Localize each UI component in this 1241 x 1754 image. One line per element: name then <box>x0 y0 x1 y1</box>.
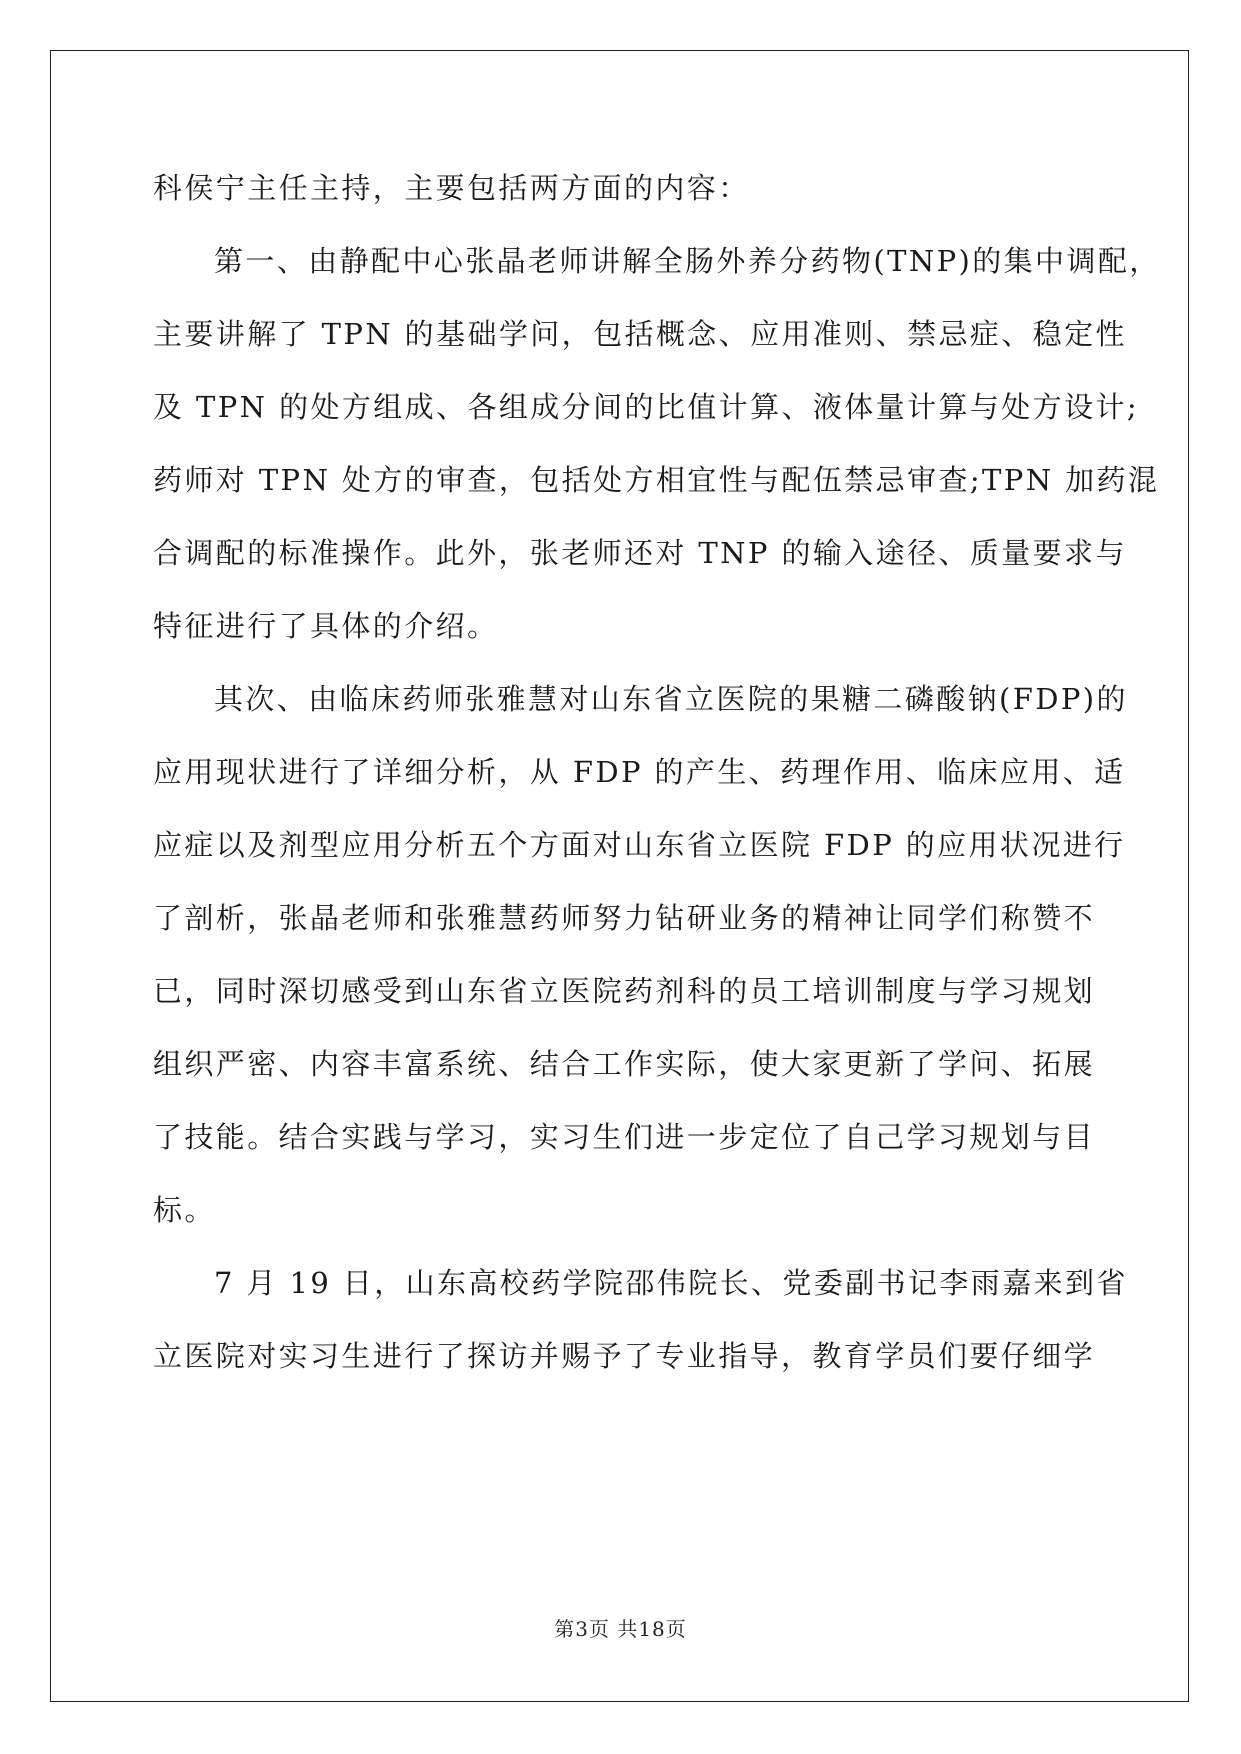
text-line: 组织严密、内容丰富系统、结合工作实际，使大家更新了学问、拓展 <box>153 1047 1096 1081</box>
text-line: 及 TPN 的处方组成、各组成分间的比值计算、液体量计算与处方设计; <box>153 390 1140 424</box>
text-line: 了剖析，张晶老师和张雅慧药师努力钻研业务的精神让同学们称赞不 <box>153 901 1096 935</box>
text-line: 标。 <box>153 1193 216 1227</box>
text-line: 已，同时深切感受到山东省立医院药剂科的员工培训制度与学习规划 <box>153 974 1096 1008</box>
text-line: 应症以及剂型应用分析五个方面对山东省立医院 FDP 的应用状况进行 <box>153 828 1126 862</box>
text-line: 应用现状进行了详细分析，从 FDP 的产生、药理作用、临床应用、适 <box>153 755 1126 789</box>
text-line: 其次、由临床药师张雅慧对山东省立医院的果糖二磷酸钠(FDP)的 <box>214 682 1128 716</box>
text-line: 第一、由静配中心张晶老师讲解全肠外养分药物(TNP)的集中调配， <box>214 244 1161 278</box>
text-line: 合调配的标准操作。此外，张老师还对 TNP 的输入途径、质量要求与 <box>153 536 1127 570</box>
text-line: 了技能。结合实践与学习，实习生们进一步定位了自己学习规划与目 <box>153 1120 1096 1154</box>
text-line: 7 月 19 日，山东高校药学院邵伟院长、党委副书记李雨嘉来到省 <box>214 1266 1128 1300</box>
text-line: 科侯宁主任主持，主要包括两方面的内容： <box>153 171 750 205</box>
page-number: 第3页 共18页 <box>554 1617 687 1641</box>
text-line: 主要讲解了 TPN 的基础学问，包括概念、应用准则、禁忌症、稳定性 <box>153 317 1127 351</box>
page-border <box>50 50 1189 1702</box>
text-line: 药师对 TPN 处方的审查，包括处方相宜性与配伍禁忌审查;TPN 加药混 <box>153 463 1160 497</box>
text-line: 立医院对实习生进行了探访并赐予了专业指导，教育学员们要仔细学 <box>153 1339 1096 1373</box>
text-line: 特征进行了具体的介绍。 <box>153 609 499 643</box>
